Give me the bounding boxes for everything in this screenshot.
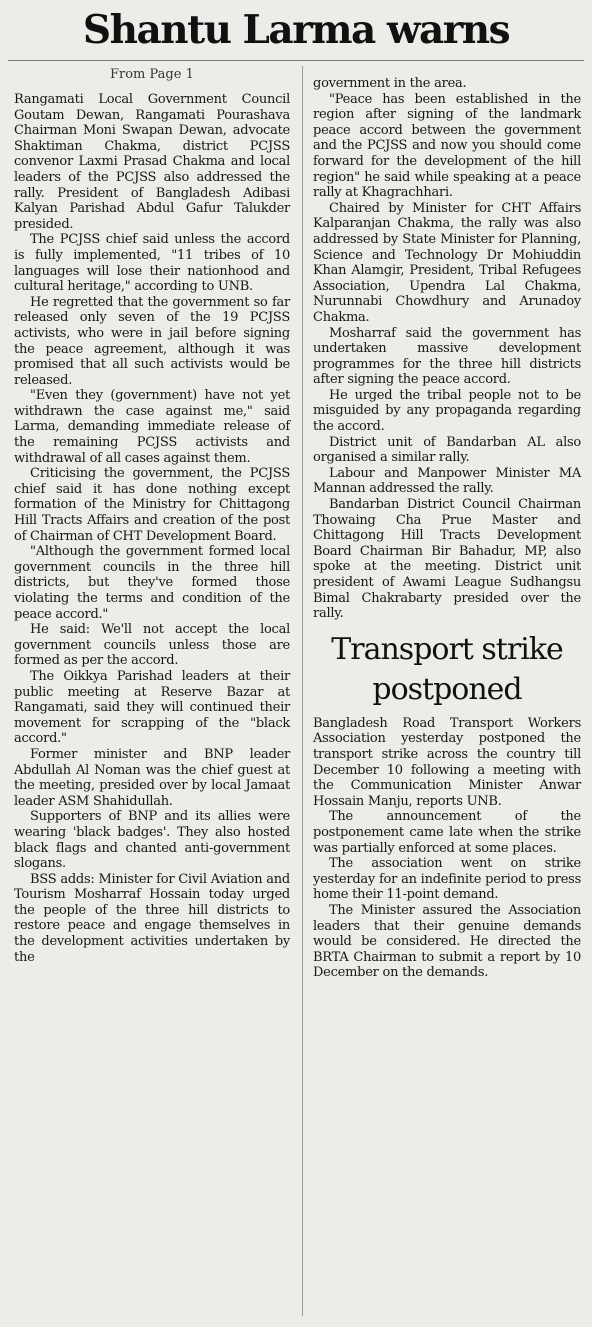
article-paragraph: The announcement of the postponement came late when the strike was partially enforced at some places. [313,809,581,856]
article-paragraph: Rangamati Local Government Council Goutam Dewan, Rangamati Pourashava Chairman Moni Swapan Dewan, advocate Shaktiman Chakma, district PCJSS convenor Laxmi Prasad Chakma and local leaders of the PCJSS also addressed the rally. President of Bangladesh Adibasi Kalyan Parishad Abdul Gafur Talukder presided. [14,92,290,232]
article-paragraph: Criticising the government, the PCJSS chief said it has done nothing except formation of the Ministry for Chittagong Hill Tracts Affairs and creation of the post of Chairman of CHT Development Board. [14,466,290,544]
main-headline: Shantu Larma warns [82,7,510,53]
second-story-headline: Transport strike postponed [331,631,563,707]
article-paragraph: "Even they (government) have not yet withdrawn the case against me," said Larma, demanding immediate release of the remaining PCJSS activists and withdrawal of all cases against them. [14,388,290,466]
article-paragraph: Bandarban District Council Chairman Thowaing Cha Prue Master and Chittagong Hill Tracts Development Board Chairman Bir Bahadur, MP, also spoke at the meeting. District unit president of Awami League Sudhangsu Bimal Chakrabarty presided over the rally. [313,497,581,622]
article-paragraph: Supporters of BNP and its allies were wearing 'black badges'. They also hosted black flags and chanted anti-government slogans. [14,809,290,872]
article-paragraph: District unit of Bandarban AL also organised a similar rally. [313,434,581,466]
article-paragraph: government in the area. [313,76,467,91]
article-paragraph: Bangladesh Road Transport Workers Association yesterday postponed the transport strike across the country till December 10 following a meeting with the Communication Minister Anwar Hossain Manju, reports UNB. [313,715,581,809]
article-paragraph: BSS adds: Minister for Civil Aviation and Tourism Mosharraf Hossain today urged the people of the three hill districts to restore peace and engage themselves in the development activities undertaken by the [14,871,290,965]
article-paragraph: The Oikkya Parishad leaders at their public meeting at Reserve Bazar at Rangamati, said they will continued their movement for scrapping of the "black accord." [14,668,290,747]
headline-rule [8,60,584,61]
article-paragraph: He regretted that the government so far released only seven of the 19 PCJSS activists, who were in jail before signing the peace agreement, although it was promised that all such activists would be released. [14,294,290,388]
continuation-note: From Page 1 [110,67,194,82]
column-divider [302,66,303,1316]
article-paragraph: He said: We'll not accept the local government councils unless those are formed as per the accord. [14,622,290,669]
article-paragraph: He urged the tribal people not to be misguided by any propaganda regarding the accord. [313,387,581,435]
article-paragraph: "Peace has been established in the region after signing of the landmark peace accord between the government and the PCJSS and now you should come forward for the development of the hill region" he said while speaking at a peace rally at Khagrachhari. [313,91,581,201]
left-column [14,92,290,965]
right-column [313,76,581,981]
article-paragraph: "Although the government formed local government councils in the three hill districts, but they've formed those violating the terms and condition of the peace accord." [14,544,290,622]
article-paragraph: Labour and Manpower Minister MA Mannan addressed the rally. [313,465,581,497]
article-paragraph: The Minister assured the Association leaders that their genuine demands would be considered. He directed the BRTA Chairman to submit a report by 10 December on the demands. [313,902,581,981]
article-paragraph: Former minister and BNP leader Abdullah Al Noman was the chief guest at the meeting, presided over by local Jamaat leader ASM Shahidullah. [14,746,290,809]
article-paragraph: The PCJSS chief said unless the accord is fully implemented, "11 tribes of 10 languages will lose their nationhood and cultural heritage," according to UNB. [14,232,290,295]
article-paragraph: Chaired by Minister for CHT Affairs Kalparanjan Chakma, the rally was also addressed by State Minister for Planning, Science and Technology Dr Mohiuddin Khan Alamgir, President, Tribal Refugees Association, Upendra Lal Chakma, Nurunnabi Chowdhury and Arunadoy Chakma. [313,200,581,325]
article-paragraph: The association went on strike yesterday for an indefinite period to press home their 11-point demand. [313,856,581,903]
article-paragraph: Mosharraf said the government has undertaken massive development programmes for the three hill districts after signing the peace accord. [313,325,581,388]
